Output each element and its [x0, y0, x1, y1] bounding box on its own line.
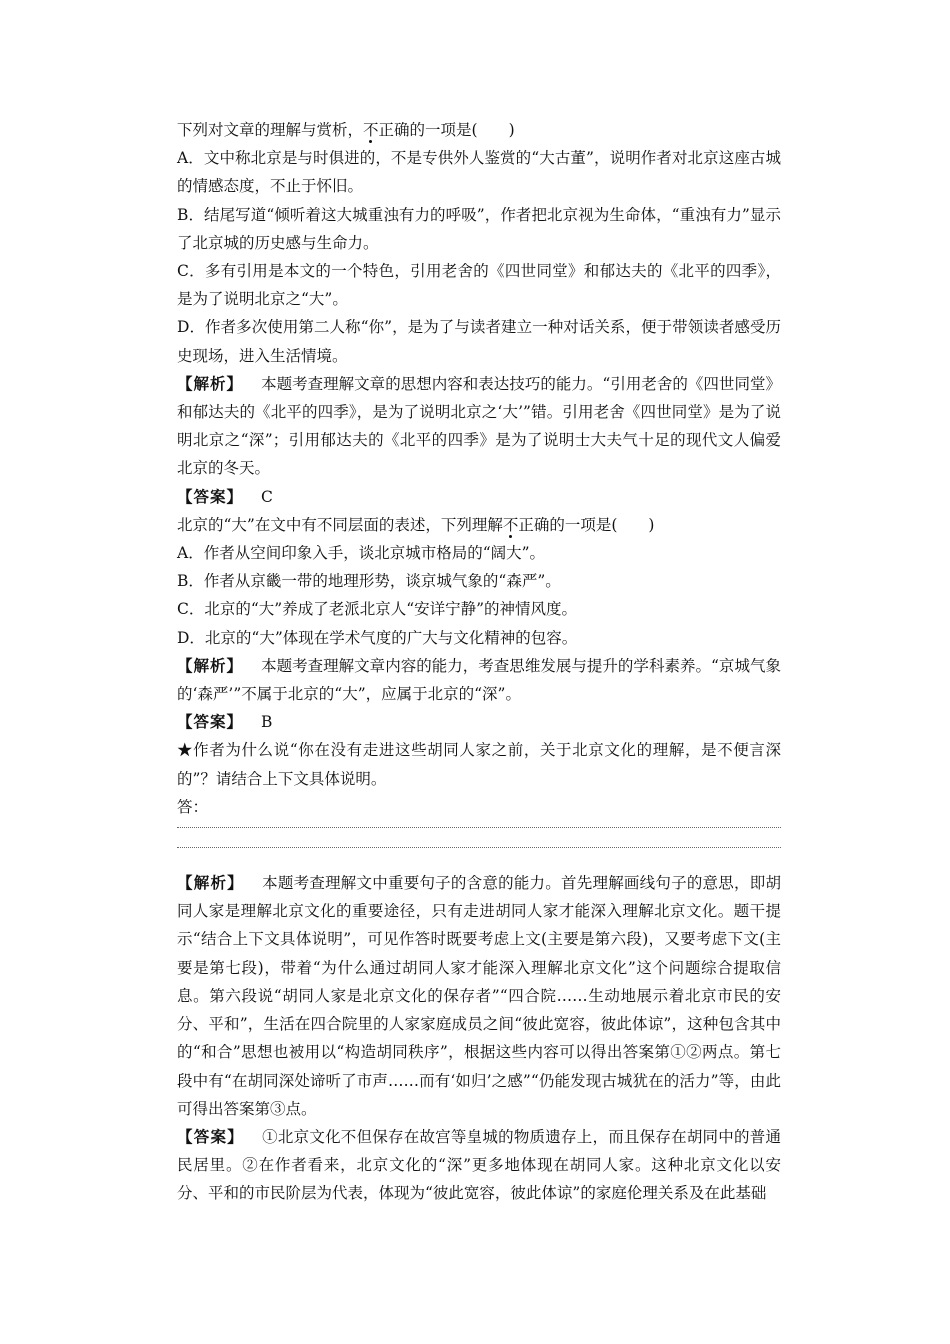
q2-analysis-tag: 【解析】	[177, 655, 244, 675]
q2-stem: 北京的“大”在文中有不同层面的表述，下列理解不正确的一项是( )	[177, 515, 655, 534]
q3-analysis-tag: 【解析】	[177, 873, 244, 893]
q1-option-d: D．作者多次使用第二人称“你”，是为了与读者建立一种对话关系，便于带领读者感受历史现场，进入生活情境。	[177, 318, 781, 365]
q2-answer: 【答案】 B	[177, 712, 273, 732]
q2-option-b: B．作者从京畿一带的地理形势，谈京城气象的“森严”。	[177, 572, 561, 591]
document-page	[177, 116, 781, 1208]
q1-answer: 【答案】 C	[177, 486, 273, 506]
q2-analysis: 【解析】 本题考查理解文章内容的能力，考查思维发展与提升的学科素养。“京城气象的‘森严’”不属于北京的“大”，应属于北京的“深”。	[177, 655, 781, 704]
q1-emphasis-mark: 不	[363, 121, 379, 139]
q3-analysis: 【解析】 本题考查理解文中重要句子的含意的能力。首先理解画线句子的意思，即胡同人家是理解北京文化的重要途径，只有走进胡同人家才能深入理解北京文化。题干提示“结合上下文具体说明”，可见作答时既要考虑上文(主要是第六段)，又要考虑下文(主要是第七段)，带着“为什么通过胡同人家才能深入理解北京文化”这个问题综合提取信息。第六段说“胡同人家是北京文化的保存者”“四合院……生动地展示着北京市民的安分、平和”，生活在四合院里的人家家庭成员之间“彼此宽容，彼此体谅”，这种包含其中的“和合”思想也被用以“构造胡同秩序”，根据这些内容可以得出答案第①②两点。第七段中有“在胡同深处谛听了市声……而有‘如归’之感”“仍能发现古城犹在的活力”等，由此可得出答案第③点。	[177, 873, 781, 1118]
q1-stem: 下列对文章的理解与赏析，不正确的一项是( )	[177, 121, 515, 139]
q1-option-a: A．文中称北京是与时俱进的，不是专供外人鉴赏的“大古董”，说明作者对北京这座古城的情感态度，不止于怀旧。	[177, 149, 781, 196]
q1-analysis: 【解析】 本题考查理解文章的思想内容和表达技巧的能力。“引用老舍的《四世同堂》和郁达夫的《北平的四季》，是为了说明北京之‘大’”错。引用老舍《四世同堂》是为了说明北京之“深”；引用郁达夫的《北平的四季》是为了说明士大夫气十足的现代文人偏爱北京的冬天。	[177, 373, 781, 478]
q3-answer: 【答案】 ①北京文化不但保存在故宫等皇城的物质遗存上，而且保存在胡同中的普通民居里。②在作者看来，北京文化的“深”更多地体现在胡同人家。这种北京文化以安分、平和的市民阶层为代表，体现为“彼此宽容，彼此体谅”的家庭伦理关系及在此基础	[177, 1126, 781, 1203]
q3-answer-prompt: 答：	[177, 797, 209, 816]
q2-option-d: D．北京的“大”体现在学术气度的广大与文化精神的包容。	[177, 628, 578, 647]
q3-answer-tag: 【答案】	[177, 1126, 244, 1146]
q2-emphasis-mark: 不	[502, 515, 519, 534]
q2-option-a: A．作者从空间印象入手，谈北京城市格局的“阔大”。	[177, 544, 546, 563]
q1-option-b: B．结尾写道“倾听着这大城重浊有力的呼吸”，作者把北京视为生命体，“重浊有力”显示了北京城的历史感与生命力。	[177, 205, 781, 252]
q2-option-c: C．北京的“大”养成了老派北京人“安详宁静”的神情风度。	[177, 600, 578, 619]
q1-answer-tag: 【答案】	[177, 486, 244, 506]
answer-line-2[interactable]	[177, 847, 781, 869]
q1-analysis-tag: 【解析】	[177, 373, 244, 393]
q2-answer-tag: 【答案】	[177, 712, 244, 732]
answer-line-1[interactable]	[177, 821, 781, 847]
q3-stem: ★作者为什么说“你在没有走进这些胡同人家之前，关于北京文化的理解，是不便言深的”？请结合上下文具体说明。	[177, 741, 781, 788]
q1-option-c: C．多有引用是本文的一个特色，引用老舍的《四世同堂》和郁达夫的《北平的四季》，是为了说明北京之“大”。	[177, 262, 781, 309]
